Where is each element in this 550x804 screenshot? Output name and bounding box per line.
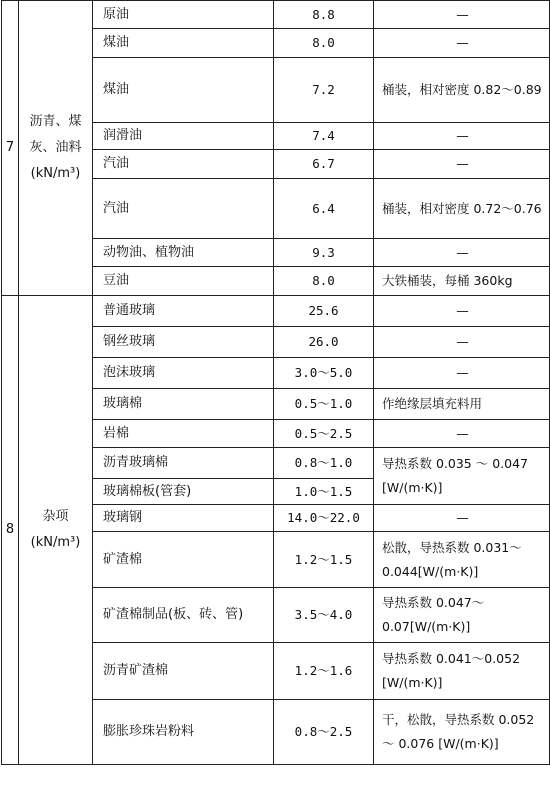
section-number: 7 [2,1,19,296]
unit-weight-value: 6.4 [274,179,374,239]
unit-weight-value: 9.3 [274,239,374,267]
section-number: 8 [2,296,19,765]
material-name: 普通玻璃 [93,296,274,327]
unit-weight-value: 7.2 [274,58,374,123]
unit-weight-value: 0.5～1.0 [274,389,374,420]
remark: — [374,296,550,327]
unit-weight-value: 0.8～2.5 [274,700,374,765]
unit-weight-value: 25.6 [274,296,374,327]
material-name: 玻璃钢 [93,505,274,532]
unit-weight-value: 26.0 [274,327,374,358]
material-name: 膨胀珍珠岩粉料 [93,700,274,765]
remark: — [374,239,550,267]
unit-weight-value: 1.0～1.5 [274,479,374,505]
material-name: 玻璃棉 [93,389,274,420]
remark: 松散，导热系数 0.031～0.044[W/(m·K)] [374,532,550,588]
remark: 导热系数 0.047～0.07[W/(m·K)] [374,588,550,643]
material-name: 沥青矿渣棉 [93,643,274,700]
table-row [2,1,550,29]
section-category: 沥青、煤灰、油料(kN/m³) [19,1,93,296]
material-name: 玻璃棉板(管套) [93,479,274,505]
remark: 干，松散，导热系数 0.052 ～ 0.076 [W/(m·K)] [374,700,550,765]
unit-weight-value: 14.0～22.0 [274,505,374,532]
unit-weight-value: 0.8～1.0 [274,448,374,479]
material-name: 煤油 [93,29,274,58]
material-weight-table [1,0,550,765]
remark: — [374,123,550,150]
remark: — [374,420,550,448]
unit-weight-value: 1.2～1.6 [274,643,374,700]
remark: — [374,29,550,58]
material-name: 豆油 [93,267,274,296]
unit-weight-value: 1.2～1.5 [274,532,374,588]
remark: 桶装，相对密度 0.82～0.89 [374,58,550,123]
remark: 导热系数 0.035 ～ 0.047 [W/(m·K)] [374,448,550,505]
material-name: 钢丝玻璃 [93,327,274,358]
remark: — [374,358,550,389]
unit-weight-value: 3.5～4.0 [274,588,374,643]
remark: 作绝缘层填充料用 [374,389,550,420]
material-name: 泡沫玻璃 [93,358,274,389]
material-name: 汽油 [93,150,274,179]
table-row [2,296,550,327]
remark: — [374,505,550,532]
unit-weight-value: 0.5～2.5 [274,420,374,448]
unit-weight-value: 6.7 [274,150,374,179]
material-name: 岩棉 [93,420,274,448]
material-name: 矿渣棉 [93,532,274,588]
section-category: 杂项(kN/m³) [19,296,93,765]
remark: — [374,1,550,29]
remark: 桶装，相对密度 0.72～0.76 [374,179,550,239]
material-name: 汽油 [93,179,274,239]
unit-weight-value: 8.0 [274,29,374,58]
unit-weight-value: 8.0 [274,267,374,296]
material-name: 矿渣棉制品(板、砖、管) [93,588,274,643]
material-name: 动物油、植物油 [93,239,274,267]
unit-weight-value: 3.0～5.0 [274,358,374,389]
material-name: 原油 [93,1,274,29]
material-name: 沥青玻璃棉 [93,448,274,479]
remark: 大铁桶装，每桶 360kg [374,267,550,296]
material-name: 润滑油 [93,123,274,150]
material-name: 煤油 [93,58,274,123]
remark: — [374,327,550,358]
unit-weight-value: 7.4 [274,123,374,150]
remark: — [374,150,550,179]
remark: 导热系数 0.041～0.052 [W/(m·K)] [374,643,550,700]
unit-weight-value: 8.8 [274,1,374,29]
